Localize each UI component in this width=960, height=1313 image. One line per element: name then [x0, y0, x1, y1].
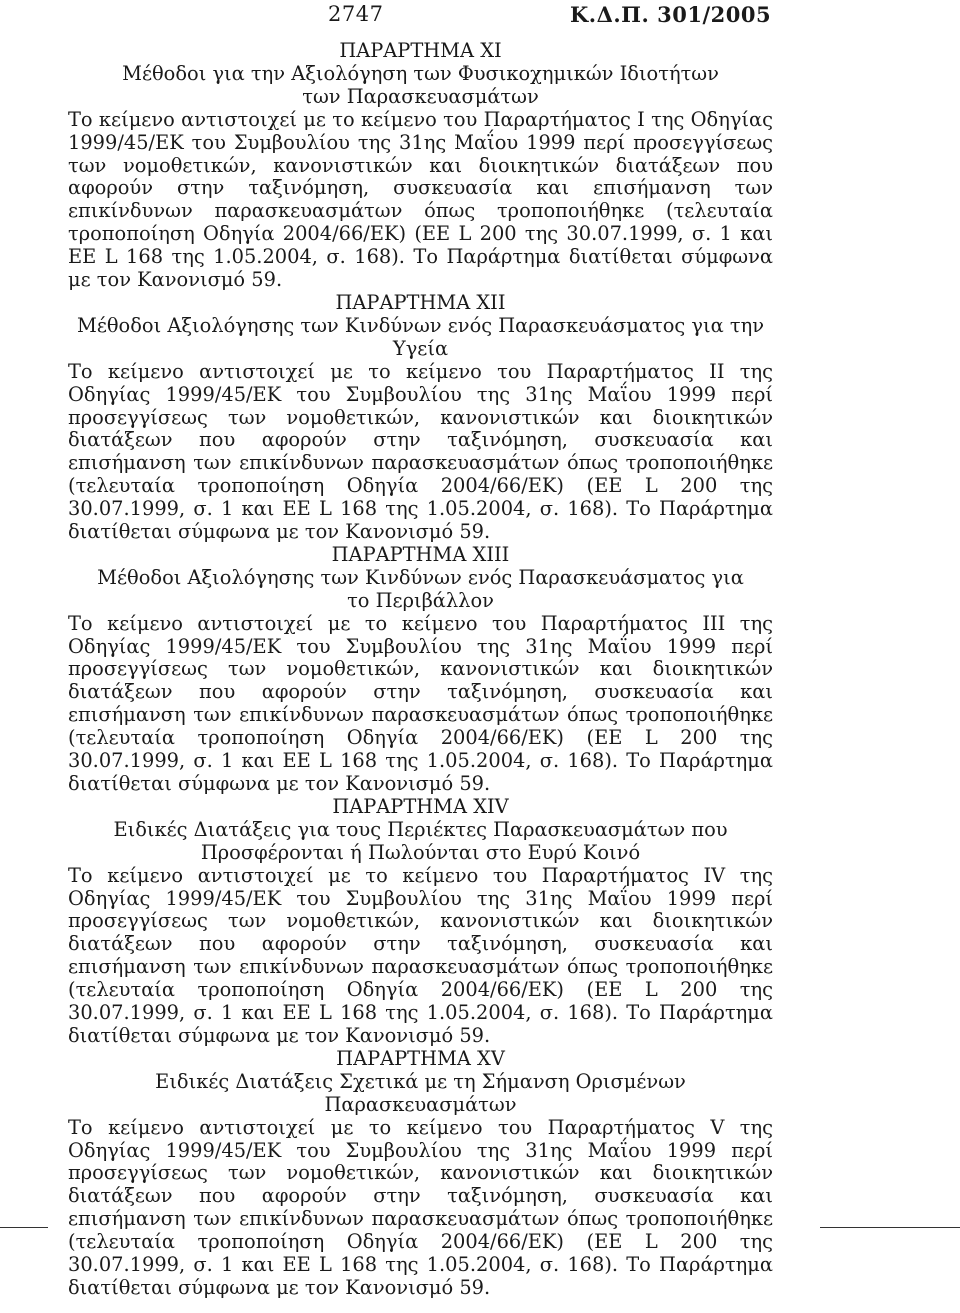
document-column — [68, 40, 773, 1300]
annex-body-text: Το κείμενο αντιστοιχεί με το κείμενο του Παραρτήματος IV της Οδηγίας 1999/45/ΕΚ του Συμβουλίου της 31ης Μαΐου 1999 περί προσεγγίσεως των νομοθετικών, κανονιστικών και διοικητικών διατάξεων που αφορούν στην ταξινόμηση, συσκευασία και επισήμανση των επικίνδυνων παρασκευασμάτων όπως τροποποιήθηκε (τελευταία τροποποίηση Οδηγία 2004/66/ΕΚ) (ΕΕ L 200 της 30.07.1999, σ. 1 και ΕΕ L 168 της 1.05.2004, σ. 168). Το Παράρτημα διατίθεται σύμφωνα με τον Κανονισμό 59. — [68, 863, 773, 1047]
annex-body-text: Το κείμενο αντιστοιχεί με το κείμενο του Παραρτήματος V της Οδηγίας 1999/45/ΕΚ του Συμβουλίου της 31ης Μαΐου 1999 περί προσεγγίσεως των νομοθετικών, κανονιστικών και διοικητικών διατάξεων που αφορούν στην ταξινόμηση, συσκευασία και επισήμανση των επικίνδυνων παρασκευασμάτων όπως τροποποιήθηκε (τελευταία τροποποίηση Οδηγία 2004/66/ΕΚ) (ΕΕ L 200 της 30.07.1999, σ. 1 και ΕΕ L 168 της 1.05.2004, σ. 168). Το Παράρτημα διατίθεται σύμφωνα με τον Κανονισμό 59. — [68, 1115, 773, 1299]
annex-subtitle-line: Μέθοδοι Αξιολόγησης των Κινδύνων ενός Παρασκευάσματος για — [97, 565, 744, 589]
annex-subtitle — [68, 315, 773, 361]
annex-subtitle — [68, 63, 773, 109]
annex-subtitle-line: Μέθοδοι Αξιολόγησης των Κινδύνων ενός Παρασκευάσματος για την Υγεία — [76, 313, 764, 360]
annex-title: ΠΑΡΑΡΤΗΜΑ XI — [339, 39, 502, 62]
annex-xiii — [68, 544, 773, 796]
annex-subtitle — [68, 567, 773, 613]
annex-xv — [68, 1048, 773, 1300]
annex-subtitle-line: των Παρασκευασμάτων — [302, 84, 539, 108]
annex-xi — [68, 40, 773, 292]
annex-subtitle-line: Ειδικές Διατάξεις Σχετικά με τη Σήμανση Ορισμένων Παρασκευασμάτων — [155, 1069, 686, 1116]
annex-subtitle — [68, 819, 773, 865]
annex-subtitle-line: Μέθοδοι για την Αξιολόγηση των Φυσικοχημικών Ιδιοτήτων — [122, 61, 719, 85]
annex-subtitle-line: το Περιβάλλον — [347, 588, 494, 612]
horizontal-rule-left — [0, 1227, 48, 1228]
annex-subtitle-line: Προσφέρονται ή Πωλούνται στο Ευρύ Κοινό — [200, 840, 641, 864]
annex-body-text: Το κείμενο αντιστοιχεί με το κείμενο του Παραρτήματος ΙΙΙ της Οδηγίας 1999/45/ΕΚ του Συμβουλίου της 31ης Μαΐου 1999 περί προσεγγίσεως των νομοθετικών, κανονιστικών και διοικητικών διατάξεων που αφορούν στην ταξινόμηση, συσκευασία και επισήμανση των επικίνδυνων παρασκευασμάτων όπως τροποποιήθηκε (τελευταία τροποποίηση Οδηγία 2004/66/ΕΚ) (ΕΕ L 200 της 30.07.1999, σ. 1 και ΕΕ L 168 της 1.05.2004, σ. 168). Το Παράρτημα διατίθεται σύμφωνα με τον Κανονισμό 59. — [68, 611, 773, 795]
annex-xii — [68, 292, 773, 544]
annex-title: ΠΑΡΑΡΤΗΜΑ XII — [335, 290, 506, 314]
annex-title: ΠΑΡΑΡΤΗΜΑ XIV — [332, 794, 509, 818]
annex-subtitle — [68, 1071, 773, 1117]
page-number: 2747 — [328, 2, 384, 26]
gazette-reference: Κ.Δ.Π. 301/2005 — [570, 2, 772, 27]
annex-title: ΠΑΡΑΡΤΗΜΑ XIII — [331, 542, 510, 566]
page-header — [0, 0, 960, 30]
annex-body-text: Το κείμενο αντιστοιχεί με το κείμενο του Παραρτήματος Ι της Οδηγίας 1999/45/ΕΚ του Συμβουλίου της 31ης Μαΐου 1999 περί προσεγγίσεως των νομοθετικών, κανονιστικών και διοικητικών διατάξεων που αφορούν στην ταξινόμηση, συσκευασία και επισήμανση των επικίνδυνων παρασκευασμάτων όπως τροποποιήθηκε (τελευταία τροποποίηση Οδηγία 2004/66/ΕΚ) (ΕΕ L 200 της 30.07.1999, σ. 1 και ΕΕ L 168 της 1.05.2004, σ. 168). Το Παράρτημα διατίθεται σύμφωνα με τον Κανονισμό 59. — [68, 107, 773, 292]
horizontal-rule-right — [820, 1227, 960, 1228]
annex-title: ΠΑΡΑΡΤΗΜΑ XV — [336, 1046, 505, 1070]
annex-body-text: Το κείμενο αντιστοιχεί με το κείμενο του Παραρτήματος ΙΙ της Οδηγίας 1999/45/ΕΚ του Συμβουλίου της 31ης Μαΐου 1999 περί προσεγγίσεως των νομοθετικών, κανονιστικών και διοικητικών διατάξεων που αφορούν στην ταξινόμηση, συσκευασία και επισήμανση των επικίνδυνων παρασκευασμάτων όπως τροποποιήθηκε (τελευταία τροποποίηση Οδηγία 2004/66/ΕΚ) (ΕΕ L 200 της 30.07.1999, σ. 1 και ΕΕ L 168 της 1.05.2004, σ. 168). Το Παράρτημα διατίθεται σύμφωνα με τον Κανονισμό 59. — [68, 359, 773, 544]
annex-xiv — [68, 796, 773, 1048]
annex-subtitle-line: Ειδικές Διατάξεις για τους Περιέκτες Παρασκευασμάτων που — [113, 817, 728, 841]
